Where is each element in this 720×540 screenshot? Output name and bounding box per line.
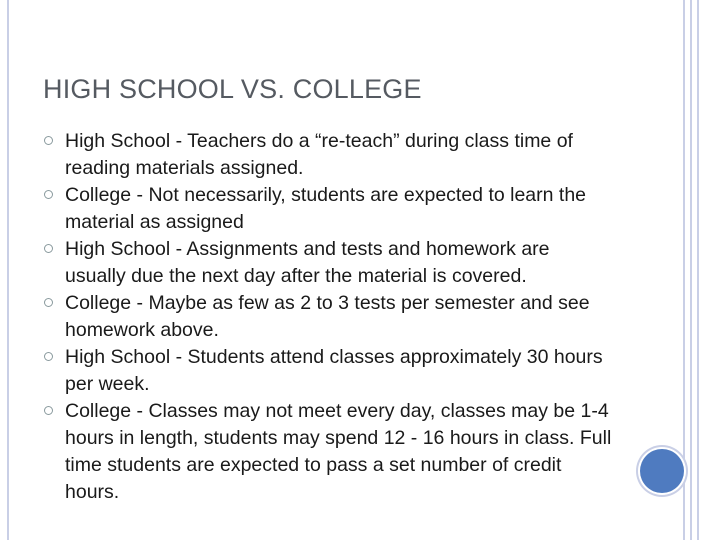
decorative-circle [640, 449, 684, 493]
bullet-text: High School - Teachers do a “re-teach” during class time of reading materials assigned. [65, 130, 573, 179]
bullet-item [44, 236, 614, 290]
circle-bullet-icon [44, 190, 53, 199]
bullet-item [44, 398, 614, 506]
bullet-text: High School - Students attend classes approximately 30 hours per week. [65, 346, 603, 395]
slide-title: HIGH SCHOOL VS. COLLEGE [43, 74, 422, 104]
circle-bullet-icon [44, 244, 53, 253]
slide-frame-right-line [683, 0, 685, 540]
bullet-item [44, 344, 614, 398]
slide-frame-right-line [697, 0, 699, 540]
bullet-item [44, 290, 614, 344]
bullet-text: College - Not necessarily, students are expected to learn the material as assigned [65, 184, 587, 233]
bullet-text: College - Classes may not meet every day, classes may be 1-4 hours in length, students may spend 12 - 16 hours in class. Full time students are expected to pass a set number of credit hours. [65, 400, 612, 503]
bullet-text: High School - Assignments and tests and homework are usually due the next day after the material is covered. [65, 238, 550, 287]
circle-bullet-icon [44, 298, 53, 307]
circle-bullet-icon [44, 406, 53, 415]
slide-frame-right-line [690, 0, 692, 540]
bullet-item [44, 182, 614, 236]
bullet-item [44, 128, 614, 182]
circle-bullet-icon [44, 352, 53, 361]
circle-bullet-icon [44, 136, 53, 145]
slide-frame-left-line [7, 0, 9, 540]
bullet-list [44, 128, 614, 506]
bullet-text: College - Maybe as few as 2 to 3 tests per semester and see homework above. [65, 292, 590, 341]
